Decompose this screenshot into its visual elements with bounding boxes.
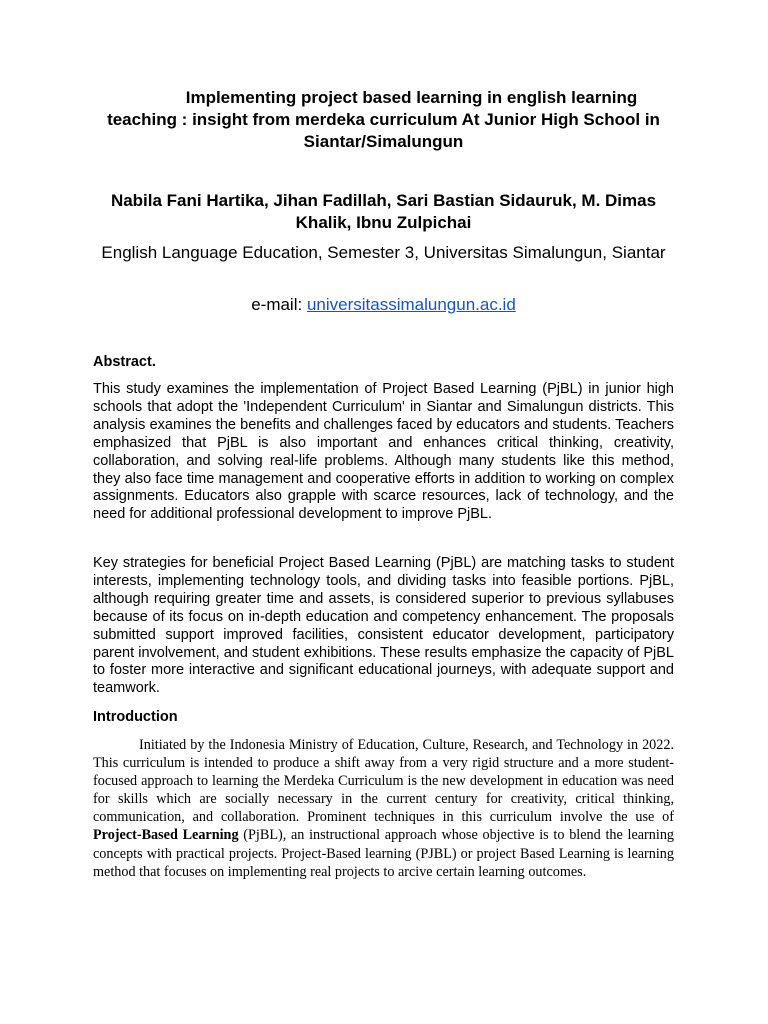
abstract-heading: Abstract.	[93, 354, 156, 370]
affiliation: English Language Education, Semester 3, Universitas Simalungun, Siantar	[101, 243, 666, 262]
email-label: e-mail:	[251, 295, 303, 314]
intro-text-after: (PjBL), an instructional approach whose objective is to blend the learning concepts with practical projects. Project-Based learning (PJBL) or project Based Learning is learning method that focuses on implementing real projects to arcive certain learning outcomes.	[93, 827, 675, 880]
intro-bold-term: Project-Based Learning	[93, 827, 239, 844]
paper-title	[93, 87, 674, 153]
introduction-paragraph	[93, 736, 674, 881]
paper-title-text: Implementing project based learning in english learning teaching : insight from merdeka curriculum At Junior High School in Siantar/Simalungun	[107, 88, 660, 151]
author-list: Nabila Fani Hartika, Jihan Fadillah, Sari Bastian Sidauruk, M. Dimas Khalik, Ibnu Zulpichai	[110, 191, 657, 232]
intro-text-before: Initiated by the Indonesia Ministry of Education, Culture, Research, and Technology in 2022. This curriculum is intended to produce a shift away from a very rigid structure and a more student-focused approach to learning the Merdeka Curriculum is the new development in education was need for skills which are socially necessary in the current century for creativity, critical thinking, communication, and collaboration. Prominent techniques in this curriculum involve the use of	[93, 737, 674, 826]
email-link[interactable]: universitassimalungun.ac.id	[306, 295, 516, 314]
email-line	[93, 294, 674, 316]
introduction-heading: Introduction	[93, 709, 178, 725]
abstract-paragraph-1: This study examines the implementation of Project Based Learning (PjBL) in junior high schools that adopt the 'Independent Curriculum' in Siantar and Simalungun districts. This analysis examines the benefits and challenges faced by educators and students. Teachers emphasized that PjBL is also important and enhances critical thinking, creativity, collaboration, and solving real-life problems. Although many students like this method, they also face time management and cooperative efforts in addition to working on complex assignments. Educators also grapple with scarce resources, lack of technology, and the need for additional professional development to improve PjBL.	[93, 381, 674, 523]
abstract-paragraph-2: Key strategies for beneficial Project Based Learning (PjBL) are matching tasks to student interests, implementing technology tools, and dividing tasks into feasible portions. PjBL, although requiring greater time and assets, is considered superior to previous syllabuses because of its focus on in-depth education and competency enhancement. The proposals submitted support improved facilities, consistent educator development, participatory parent involvement, and student exhibitions. These results emphasize the capacity of PjBL to foster more interactive and significant educational journeys, with adequate support and teamwork.	[93, 555, 674, 697]
